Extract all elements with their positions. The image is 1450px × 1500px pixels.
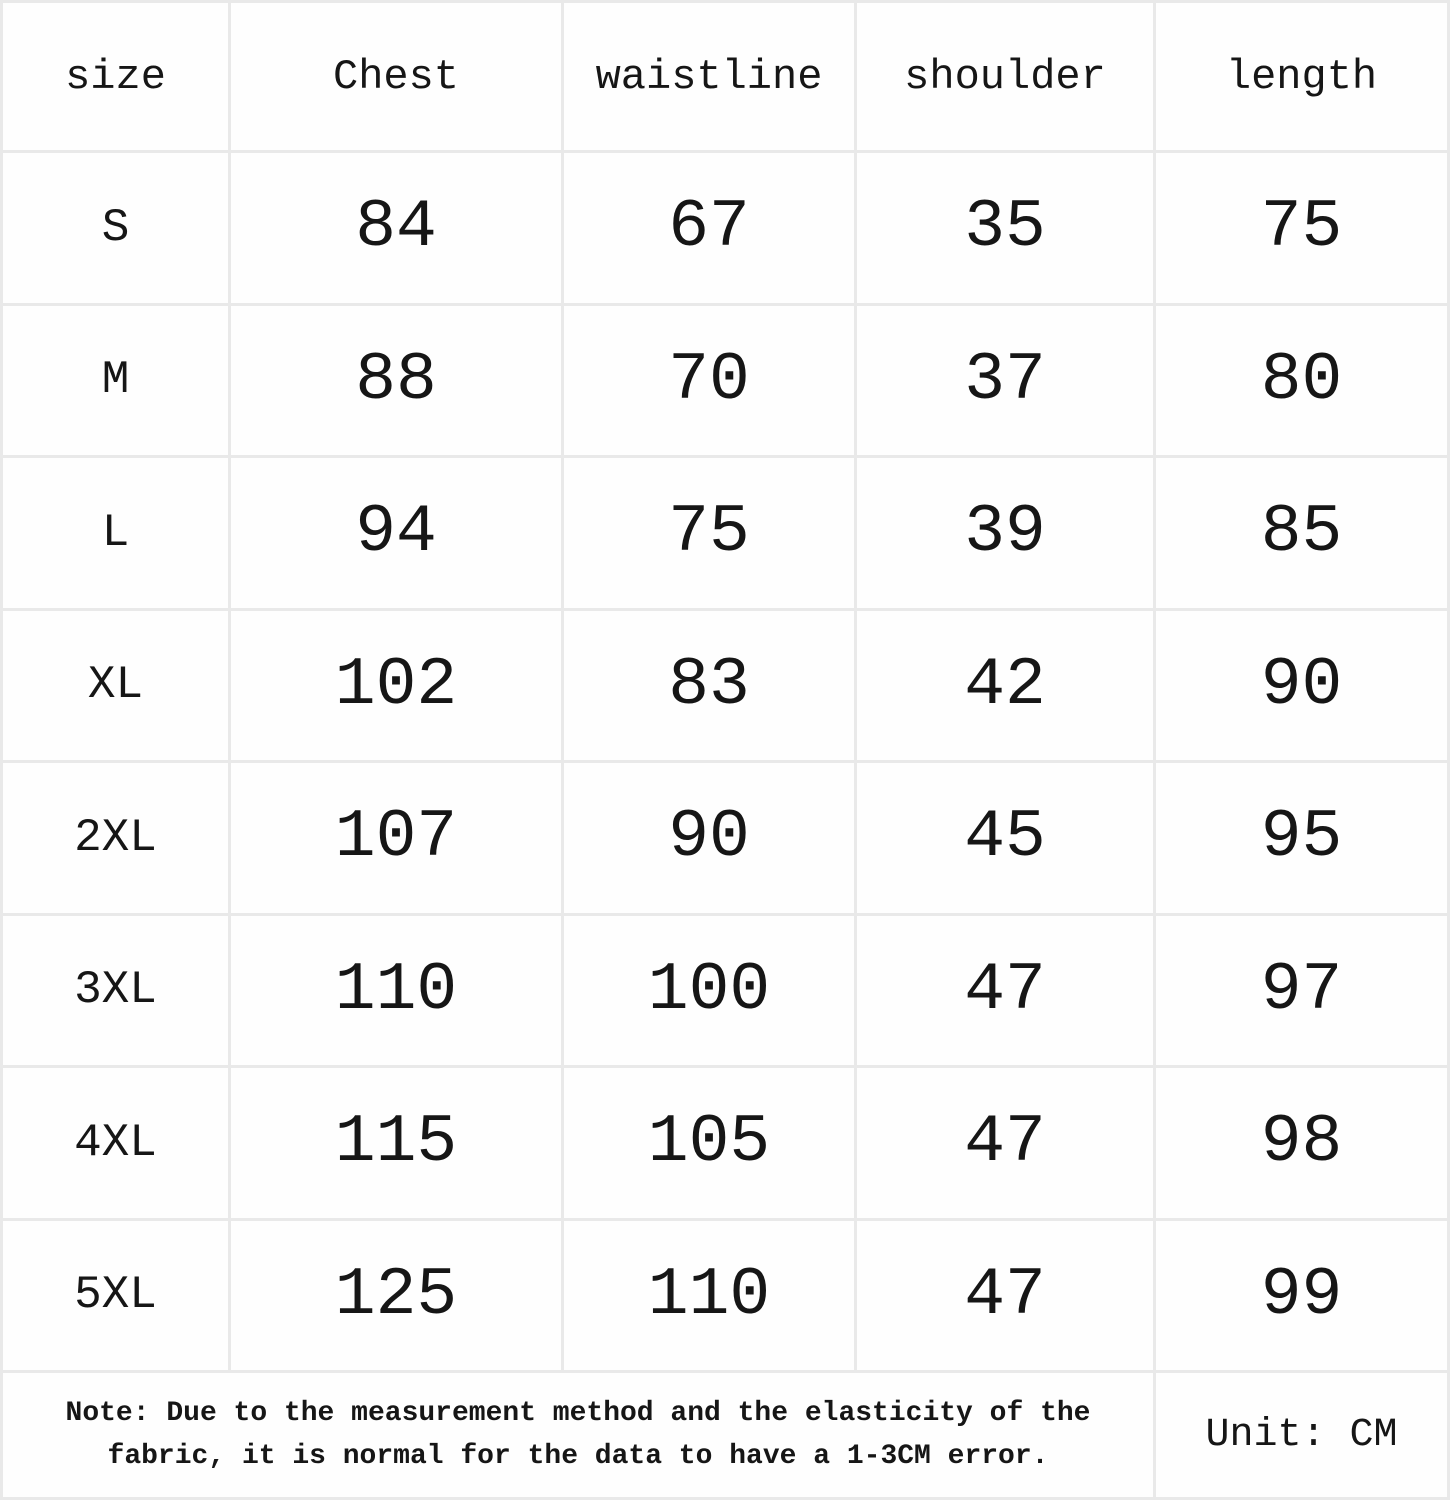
row-label-4xl: 4XL [3,1068,228,1218]
column-header-shoulder: shoulder [857,3,1153,150]
cell-2xl-length: 95 [1156,763,1447,913]
cell-s-chest: 84 [231,153,561,303]
cell-2xl-waistline: 90 [564,763,854,913]
cell-3xl-shoulder: 47 [857,916,1153,1066]
cell-5xl-length: 99 [1156,1221,1447,1371]
cell-l-waistline: 75 [564,458,854,608]
cell-3xl-waistline: 100 [564,916,854,1066]
cell-xl-waistline: 83 [564,611,854,761]
cell-5xl-chest: 125 [231,1221,561,1371]
cell-xl-chest: 102 [231,611,561,761]
column-header-length: length [1156,3,1447,150]
cell-5xl-waistline: 110 [564,1221,854,1371]
cell-s-length: 75 [1156,153,1447,303]
row-label-2xl: 2XL [3,763,228,913]
cell-2xl-shoulder: 45 [857,763,1153,913]
row-label-xl: XL [3,611,228,761]
cell-s-waistline: 67 [564,153,854,303]
cell-m-shoulder: 37 [857,306,1153,456]
row-label-s: S [3,153,228,303]
measurement-note [3,1373,1153,1497]
cell-l-shoulder: 39 [857,458,1153,608]
cell-l-length: 85 [1156,458,1447,608]
unit-label: Unit: CM [1156,1373,1447,1497]
cell-m-chest: 88 [231,306,561,456]
cell-xl-shoulder: 42 [857,611,1153,761]
row-label-3xl: 3XL [3,916,228,1066]
cell-m-waistline: 70 [564,306,854,456]
row-label-l: L [3,458,228,608]
cell-3xl-length: 97 [1156,916,1447,1066]
cell-3xl-chest: 110 [231,916,561,1066]
cell-4xl-chest: 115 [231,1068,561,1218]
cell-4xl-shoulder: 47 [857,1068,1153,1218]
cell-s-shoulder: 35 [857,153,1153,303]
row-label-m: M [3,306,228,456]
measurement-note-text: Note: Due to the measurement method and the elasticity of the fabric, it is normal for the data to have a 1-3CM error. [65,1397,1091,1472]
cell-4xl-waistline: 105 [564,1068,854,1218]
cell-5xl-shoulder: 47 [857,1221,1153,1371]
cell-2xl-chest: 107 [231,763,561,913]
column-header-waistline: waistline [564,3,854,150]
column-header-chest: Chest [231,3,561,150]
cell-l-chest: 94 [231,458,561,608]
cell-4xl-length: 98 [1156,1068,1447,1218]
cell-xl-length: 90 [1156,611,1447,761]
row-label-5xl: 5XL [3,1221,228,1371]
column-header-size: size [3,3,228,150]
cell-m-length: 80 [1156,306,1447,456]
